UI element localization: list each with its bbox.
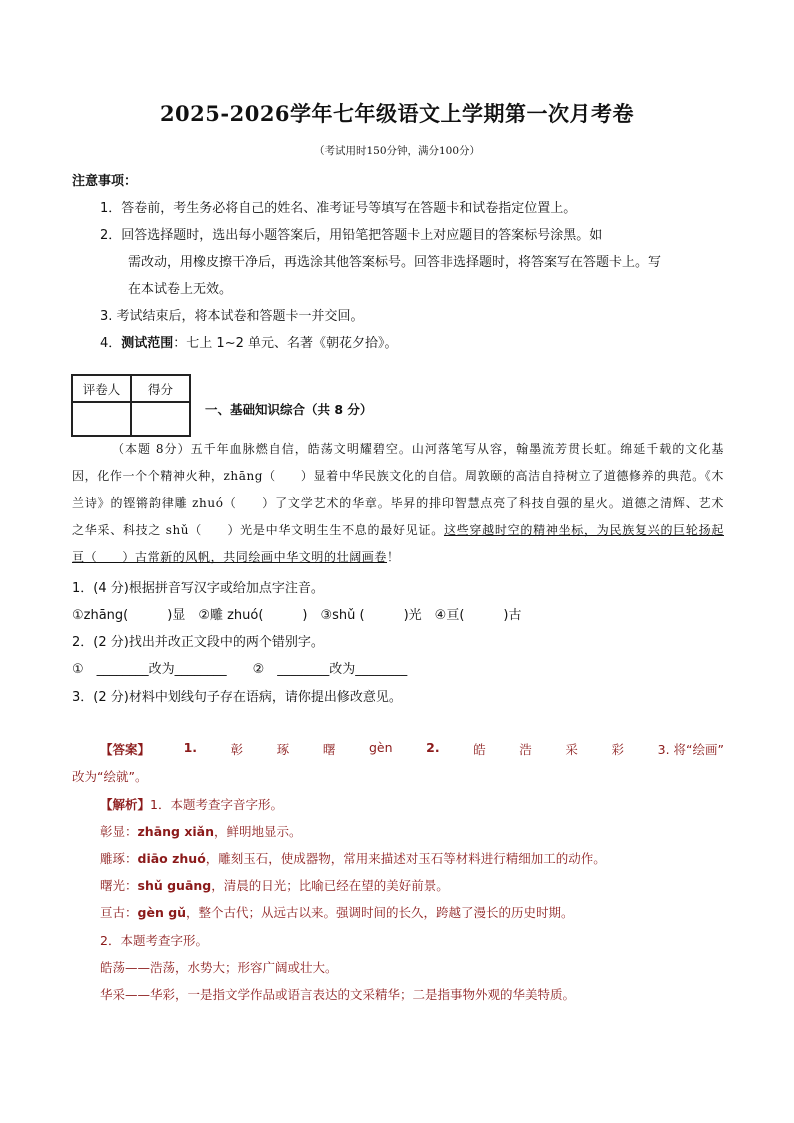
page-title: 2025-2026学年七年级语文上学期第一次月考卷 bbox=[159, 101, 635, 126]
note-item-4 bbox=[100, 332, 398, 351]
analysis-entry bbox=[100, 849, 606, 867]
entry-pinyin: gèn gǔ bbox=[137, 905, 187, 920]
answer-item: 皓 bbox=[473, 742, 486, 757]
answer-item: 彩 bbox=[611, 742, 625, 757]
note-item-2: 2．回答选择题时，选出每小题答案后，用铅笔把答题卡上对应题目的答案标号涂黑。如 bbox=[100, 228, 603, 243]
analysis-entry bbox=[100, 876, 449, 894]
entry-pinyin: diāo zhuó bbox=[137, 851, 206, 866]
answer-item: gèn bbox=[368, 740, 393, 755]
analysis-q2-intro: 2．本题考查字形。 bbox=[100, 933, 208, 948]
note-item-4-number: 4． bbox=[100, 336, 122, 351]
note-item-1: 1．答卷前，考生务必将自己的姓名、准考证号等填写在答题卡和试卷指定位置上。 bbox=[100, 201, 577, 216]
answer-line bbox=[100, 740, 724, 758]
answer-item: 曙 bbox=[322, 742, 336, 757]
analysis-heading bbox=[100, 795, 283, 813]
exam-duration-note: （考试用时150分钟，满分100分） bbox=[313, 145, 481, 157]
question-1-blanks: ①zhāng( )显 ②雕 zhuó( ) ③shǔ ( )光 ④亘( )古 bbox=[72, 608, 522, 623]
notes-heading: 注意事项： bbox=[72, 174, 138, 189]
question-2-blanks: ① ________改为________ ② ________改为________ bbox=[72, 662, 408, 677]
answer-item: 彰 bbox=[230, 742, 244, 757]
analysis-intro: 1．本题考查字音字形。 bbox=[150, 797, 283, 812]
note-item-4-text: ：七上 1~2 单元、名著《朝花夕拾》。 bbox=[173, 336, 398, 351]
entry-term: 彰显： bbox=[100, 824, 138, 839]
grader-header: 评卷人 bbox=[72, 375, 131, 402]
question-3: 3．(2 分)材料中划线句子存在语病，请你提出修改意见。 bbox=[72, 690, 402, 705]
entry-desc: ，整个古代；从远古以来。强调时间的长久，跨越了漫长的历史时期。 bbox=[186, 905, 574, 920]
answer-tag: 【答案】 bbox=[100, 742, 151, 757]
passage-end: ！ bbox=[387, 550, 400, 564]
entry-term: 亘古： bbox=[100, 905, 138, 920]
note-item-3: 3. 考试结束后，将本试卷和答题卡一并交回。 bbox=[100, 309, 364, 324]
passage-text: （本题 8分）五千年血脉燃自信，皓荡文明耀碧空。山河落笔写从容，翰墨流芳贯长虹。绵延千载的文化基因，化作一个个精神火种，zhāng（ ）显着中华民族文化的自信。周敦颐的高洁自持树立了道德修养的典范。《木兰诗》的铿锵韵律雕 zhuó（ ）了文学艺术的华章。毕昇的排印智慧点亮了科技自强的星火。道德之清辉、艺术之华采、科技之 shǔ（ ）光是中华文明生生不息的最好见证。 bbox=[72, 442, 724, 537]
note-item-2-end: 在本试卷上无效。 bbox=[128, 282, 233, 297]
note-item-4-label: 测试范围 bbox=[121, 336, 174, 351]
analysis-q2-line-1: 皓荡——浩荡，水势大；形容广阔或壮大。 bbox=[100, 960, 338, 975]
answer-item: 琢 bbox=[276, 742, 290, 757]
grader-cell bbox=[72, 402, 131, 436]
entry-pinyin: shǔ guāng bbox=[137, 878, 212, 893]
section-heading: 一、基础知识综合（共 8 分） bbox=[205, 402, 373, 417]
entry-desc: ，鲜明地显示。 bbox=[214, 824, 302, 839]
entry-desc: ，清晨的日光；比喻已经在望的美好前景。 bbox=[211, 878, 449, 893]
analysis-tag: 【解析】 bbox=[100, 797, 151, 812]
analysis-entry bbox=[100, 903, 574, 921]
score-cell bbox=[131, 402, 190, 436]
score-table bbox=[71, 374, 191, 437]
answer-item: 采 bbox=[565, 742, 578, 757]
entry-term: 曙光： bbox=[100, 878, 138, 893]
answer-item: 1. bbox=[183, 740, 198, 755]
score-header: 得分 bbox=[131, 375, 190, 402]
analysis-q2-line-2: 华采——华彩，一是指文学作品或语言表达的文采精华；二是指事物外观的华美特质。 bbox=[100, 987, 576, 1002]
passage-underlined-sentence: 这些穿越时空的精神坐标，为民族复兴的巨轮扬起亘（ ）古常新的风帆，共同绘画中华文明的壮阔画卷 bbox=[72, 523, 724, 564]
entry-term: 雕琢： bbox=[100, 851, 138, 866]
answer-item: 2. bbox=[426, 740, 440, 755]
note-item-2-cont: 需改动，用橡皮擦干净后，再选涂其他答案标号。回答非选择题时，将答案写在答题卡上。写 bbox=[128, 255, 662, 270]
question-1: 1．(4 分)根据拼音写汉字或给加点字注音。 bbox=[72, 581, 324, 596]
entry-pinyin: zhāng xiǎn bbox=[137, 824, 215, 839]
analysis-entry bbox=[100, 822, 302, 840]
reading-passage bbox=[72, 436, 724, 571]
question-2: 2．(2 分)找出并改正文段中的两个错别字。 bbox=[72, 635, 324, 650]
answer-item: 3. 将“绘画” bbox=[657, 742, 724, 757]
answer-item: 浩 bbox=[519, 742, 532, 757]
entry-desc: ，雕刻玉石，使成器物，常用来描述对玉石等材料进行精细加工的动作。 bbox=[205, 851, 606, 866]
answer-line-2: 改为“绘就”。 bbox=[72, 769, 148, 784]
